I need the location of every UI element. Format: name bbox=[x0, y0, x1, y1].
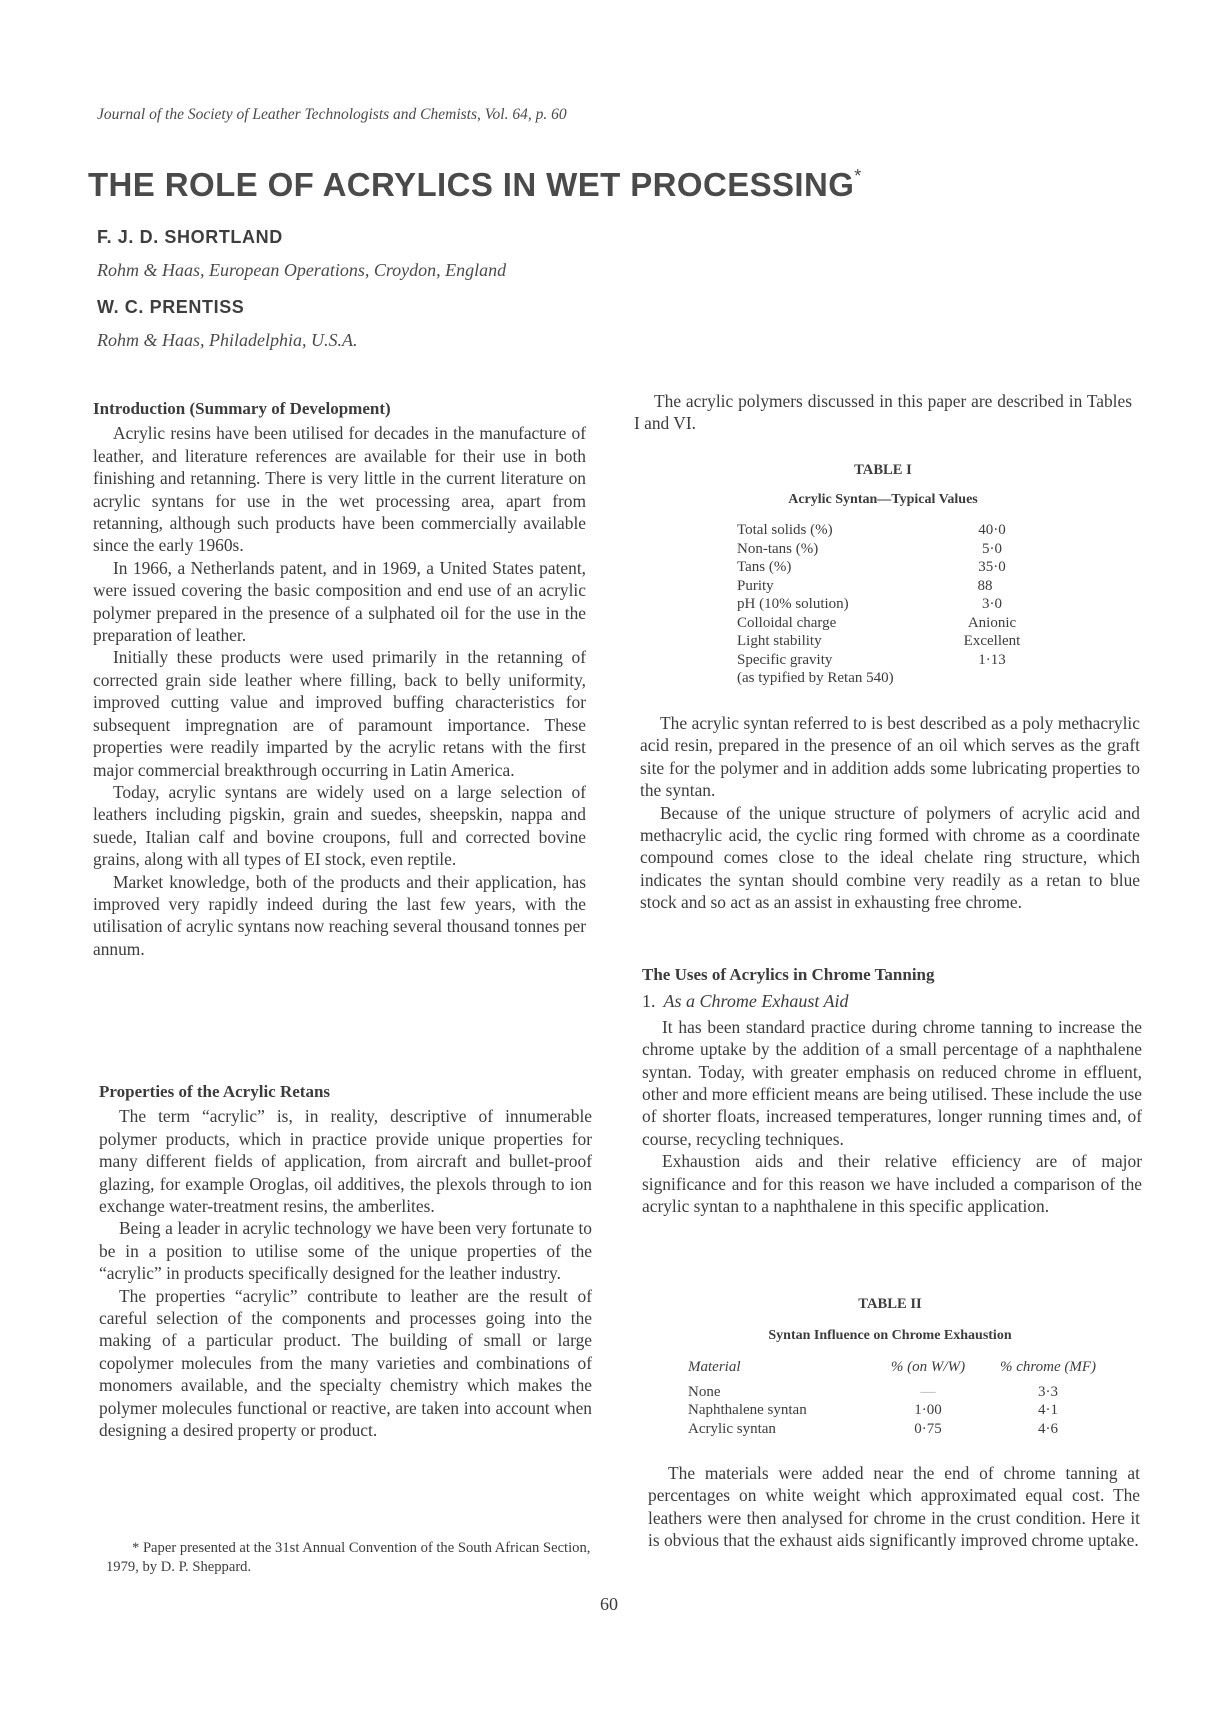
table-row bbox=[688, 1420, 1113, 1439]
table-cell: 4·6 bbox=[1038, 1420, 1058, 1437]
table2-label: TABLE II bbox=[858, 1296, 922, 1312]
properties-paragraph: Being a leader in acrylic technology we have been very fortunate to be in a position to utilise some of the unique properties of the “acrylic” in products specifically designed for the leather industry. bbox=[99, 1218, 592, 1284]
chrome-heading: The Uses of Acrylics in Chrome Tanning bbox=[642, 965, 935, 984]
table-row bbox=[737, 540, 1047, 559]
table1-title: Acrylic Syntan—Typical Values bbox=[788, 492, 978, 507]
table-cell-property: Purity bbox=[737, 577, 774, 594]
column-header-chrome: % chrome (MF) bbox=[999, 1359, 1097, 1375]
right-body-1 bbox=[640, 712, 1140, 914]
column-header-material: Material bbox=[688, 1359, 741, 1375]
table-cell-value: 5·0 bbox=[982, 540, 1002, 557]
table-row bbox=[737, 632, 1047, 651]
table-cell-property: Non-tans (%) bbox=[737, 540, 819, 557]
table2 bbox=[688, 1358, 1113, 1438]
table1-note: (as typified by Retan 540) bbox=[737, 670, 894, 686]
title-footnote-marker: * bbox=[854, 166, 862, 186]
running-head: Journal of the Society of Leather Technologists and Chemists, Vol. 64, p. 60 bbox=[97, 106, 567, 123]
table-cell-value: 1·13 bbox=[978, 651, 1006, 668]
body-paragraph: Because of the unique structure of polymers of acrylic acid and methacrylic acid, the cyclic ring formed with chrome as a coordinate compound comes close to the ideal chelate ring structure, which indicates the syntan should combine very readily as a retan to blue stock and so act as an assist in exhausting free chrome. bbox=[640, 802, 1140, 913]
table-cell-property: Tans (%) bbox=[737, 559, 792, 575]
table-row bbox=[737, 577, 1047, 596]
table-cell: None bbox=[688, 1383, 721, 1400]
closing-paragraph: The materials were added near the end of chrome tanning at percentages on white weight which approximated equal cost. The leathers were then analysed for chrome in the crust condition. Here it is obvious that the exhaust aids significantly improved chrome uptake. bbox=[648, 1463, 1140, 1551]
properties-heading: Properties of the Acrylic Retans bbox=[99, 1082, 331, 1101]
author-2-name: W. C. PRENTISS bbox=[97, 297, 245, 317]
table-cell: — bbox=[920, 1383, 936, 1400]
table-cell-value: 88 bbox=[977, 577, 993, 594]
table-row bbox=[737, 614, 1047, 633]
table-header-row bbox=[688, 1358, 1113, 1383]
table-row bbox=[688, 1401, 1113, 1420]
table-cell-value: Excellent bbox=[963, 633, 1021, 649]
subheading-text: As a Chrome Exhaust Aid bbox=[663, 991, 849, 1012]
author-1-affiliation: Rohm & Haas, European Operations, Croydon, England bbox=[97, 260, 507, 280]
table-row bbox=[737, 558, 1047, 577]
table-cell-value: 3·0 bbox=[982, 596, 1002, 612]
table-cell: 0·75 bbox=[914, 1420, 942, 1437]
subheading-number: 1. bbox=[642, 991, 656, 1012]
table2-title: Syntan Influence on Chrome Exhaustion bbox=[768, 1328, 1012, 1343]
table-row bbox=[737, 669, 1047, 688]
table-cell-value: 35·0 bbox=[978, 559, 1006, 575]
column-header-percent: % (on W/W) bbox=[890, 1359, 966, 1375]
table-cell-value: Anionic bbox=[967, 614, 1017, 631]
intro-paragraph: In 1966, a Netherlands patent, and in 1969, a United States patent, were issued covering the basic composition and end use of an acrylic polymer prepared in the presence of a sulphated oil for the use in the preparation of leather. bbox=[93, 557, 586, 646]
properties-section bbox=[99, 1081, 592, 1442]
chrome-subheading bbox=[642, 990, 1142, 1012]
table-row bbox=[688, 1383, 1113, 1402]
table-cell: Acrylic syntan bbox=[688, 1420, 776, 1437]
table-cell-value: 40·0 bbox=[978, 522, 1006, 538]
body-paragraph: Exhaustion aids and their relative efficiency are of major significance and for this reason we have included a comparison of the acrylic syntan to a naphthalene in this specific application. bbox=[642, 1151, 1142, 1217]
right-intro bbox=[634, 390, 1132, 435]
intro-paragraph: Market knowledge, both of the products and their application, has improved very rapidly indeed during the last few years, with the utilisation of acrylic syntans now reaching several thousand tonnes per annum. bbox=[93, 871, 586, 959]
table-cell: 1·00 bbox=[914, 1402, 942, 1418]
table-cell-property: Colloidal charge bbox=[737, 614, 837, 631]
table-row bbox=[737, 651, 1047, 670]
intro-paragraph: Today, acrylic syntans are widely used on a large selection of leathers including pigskin, grain and suedes, sheepskin, nappa and suede, Italian calf and bovine croupons, full and corrected bovine grains, along with all types of EI stock, even reptile. bbox=[93, 781, 586, 870]
left-column bbox=[93, 398, 586, 960]
table-cell: Naphthalene syntan bbox=[688, 1402, 807, 1418]
properties-paragraph: The properties “acrylic” contribute to leather are the result of careful selection of the components and processes going into the making of a particular product. The building of small or large copolymer molecules from the many varieties and combinations of monomers available, and the specialty chemistry which makes the polymer molecules functional or reactive, are taken into account when designing a desired property or product. bbox=[99, 1285, 592, 1441]
intro-paragraph: Acrylic resins have been utilised for decades in the manufacture of leather, and literature references are available for their use in both finishing and retanning. There is very little in the current literature on acrylic syntans for use in the wet processing area, apart from retanning, although such products have been commercially available since the early 1960s. bbox=[93, 423, 586, 556]
table1-label: TABLE I bbox=[854, 462, 912, 478]
table1 bbox=[737, 521, 1047, 688]
intro-heading: Introduction (Summary of Development) bbox=[93, 399, 391, 418]
body-paragraph: The acrylic syntan referred to is best described as a poly methacrylic acid resin, prepared in the presence of an oil which serves as the graft site for the polymer and in addition adds some lubricating properties to the syntan. bbox=[640, 713, 1140, 801]
footnote-text: * Paper presented at the 31st Annual Convention of the South African Section, 1979, by D. P. Sheppard. bbox=[106, 1540, 591, 1575]
table-cell-property: pH (10% solution) bbox=[737, 596, 849, 612]
table-cell-property: Light stability bbox=[737, 633, 822, 649]
intro-paragraph: Initially these products were used primarily in the retanning of corrected grain side leather where filling, back to belly uniformity, improved cutting value and improved buffing characteristics for subsequent impregnation are of paramount importance. These properties were readily imparted by the acrylic retans with the first major commercial breakthrough occurring in Latin America. bbox=[93, 647, 586, 780]
properties-paragraph: The term “acrylic” is, in reality, descriptive of innumerable polymer products, which in practice provide unique properties for many different fields of application, from aircraft and bullet-proof glazing, for example Oroglas, oil additives, the plexols through to ion exchange water-treatment resins, the amberlites. bbox=[99, 1106, 592, 1217]
table-cell: 4·1 bbox=[1038, 1402, 1058, 1418]
title-text: THE ROLE OF ACRYLICS IN WET PROCESSING bbox=[88, 166, 855, 203]
closing-section bbox=[648, 1462, 1140, 1552]
author-2-affiliation: Rohm & Haas, Philadelphia, U.S.A. bbox=[97, 330, 358, 350]
table-cell: 3·3 bbox=[1038, 1383, 1058, 1400]
table-cell-property: Specific gravity bbox=[737, 651, 833, 668]
footnote bbox=[106, 1539, 616, 1577]
chrome-section bbox=[642, 964, 1142, 1217]
table-row bbox=[737, 521, 1047, 540]
body-paragraph: It has been standard practice during chrome tanning to increase the chrome uptake by the addition of a small percentage of a naphthalene syntan. Today, with greater emphasis on reduced chrome in effluent, other and more efficient means are being utilised. These include the use of shorter floats, increased temperatures, longer running times and, of course, recycling techniques. bbox=[642, 1016, 1142, 1149]
table-row bbox=[737, 595, 1047, 614]
author-1-name: F. J. D. SHORTLAND bbox=[97, 227, 283, 247]
table-cell-property: Total solids (%) bbox=[737, 522, 833, 538]
right-intro-paragraph: The acrylic polymers discussed in this paper are described in Tables I and VI. bbox=[634, 391, 1132, 434]
paper-title bbox=[88, 166, 862, 204]
page-number: 60 bbox=[600, 1594, 618, 1614]
